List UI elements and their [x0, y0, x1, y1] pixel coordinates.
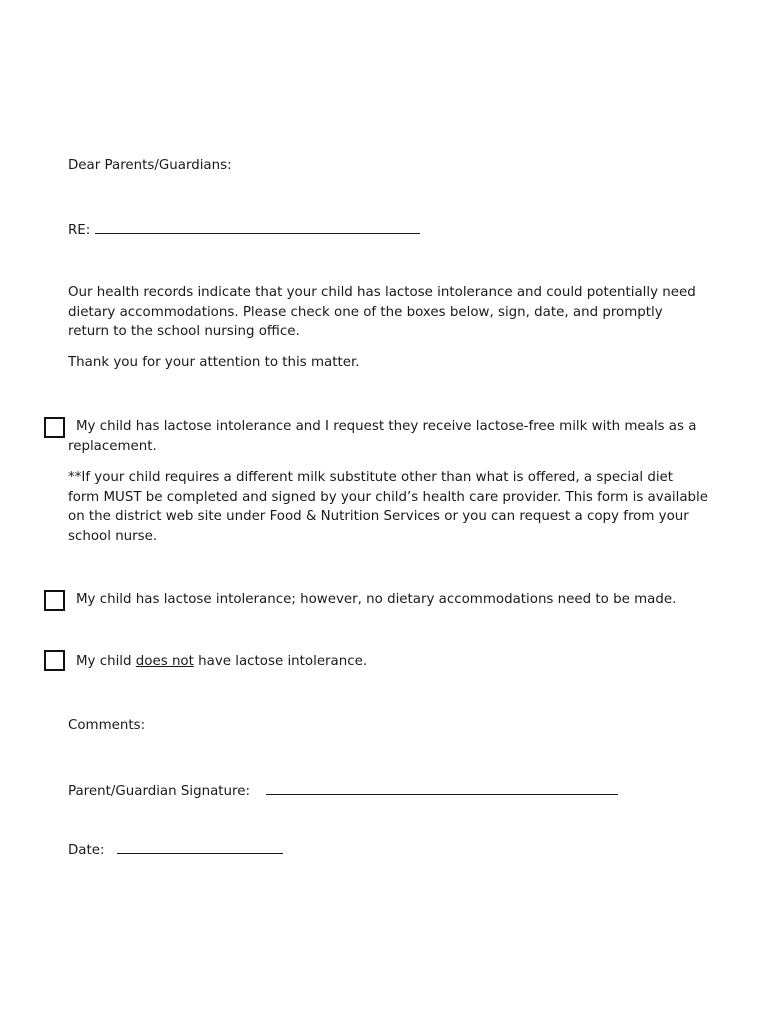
signature-input-line[interactable] — [266, 780, 618, 795]
special-diet-note: **If your child requires a different milk substitute other than what is offered, a special diet form MUST be completed and signed by your child’s health care provider. This form is available on the district web site under Food & Nutrition Services or you can request a copy from your school nurse. — [68, 470, 709, 544]
thanks-text: Thank you for your attention to this matter. — [68, 355, 360, 370]
option-2-label: My child has lactose intolerance; however, no dietary accommodations need to be made. — [76, 592, 677, 607]
option-3-label-post: have lactose intolerance. — [193, 654, 368, 669]
option-3-label — [76, 652, 716, 672]
no-accommodations-checkbox[interactable] — [44, 590, 65, 611]
re-input-line[interactable] — [95, 219, 420, 234]
intro-paragraph: Our health records indicate that your child has lactose intolerance and could potentially need dietary accommodations. Please check one of the boxes below, sign, date, and promptly return to the school nursing office. — [68, 285, 696, 339]
lactose-free-milk-checkbox[interactable] — [44, 417, 65, 438]
comments-label: Comments: — [68, 718, 146, 733]
re-label: RE: — [68, 223, 91, 238]
salutation: Dear Parents/Guardians: — [68, 158, 232, 173]
no-lactose-intolerance-checkbox[interactable] — [44, 650, 65, 671]
date-input-line[interactable] — [117, 839, 283, 854]
option-1-label: My child has lactose intolerance and I request they receive lactose-free milk with meals as a replacement. — [68, 419, 697, 454]
date-label: Date: — [68, 843, 105, 858]
date-row — [68, 839, 708, 861]
signature-label: Parent/Guardian Signature: — [68, 784, 250, 799]
option-3-label-emphasis: does not — [135, 654, 194, 669]
option-3-label-pre: My child — [76, 654, 136, 669]
signature-row — [68, 780, 708, 802]
re-line — [68, 219, 708, 241]
